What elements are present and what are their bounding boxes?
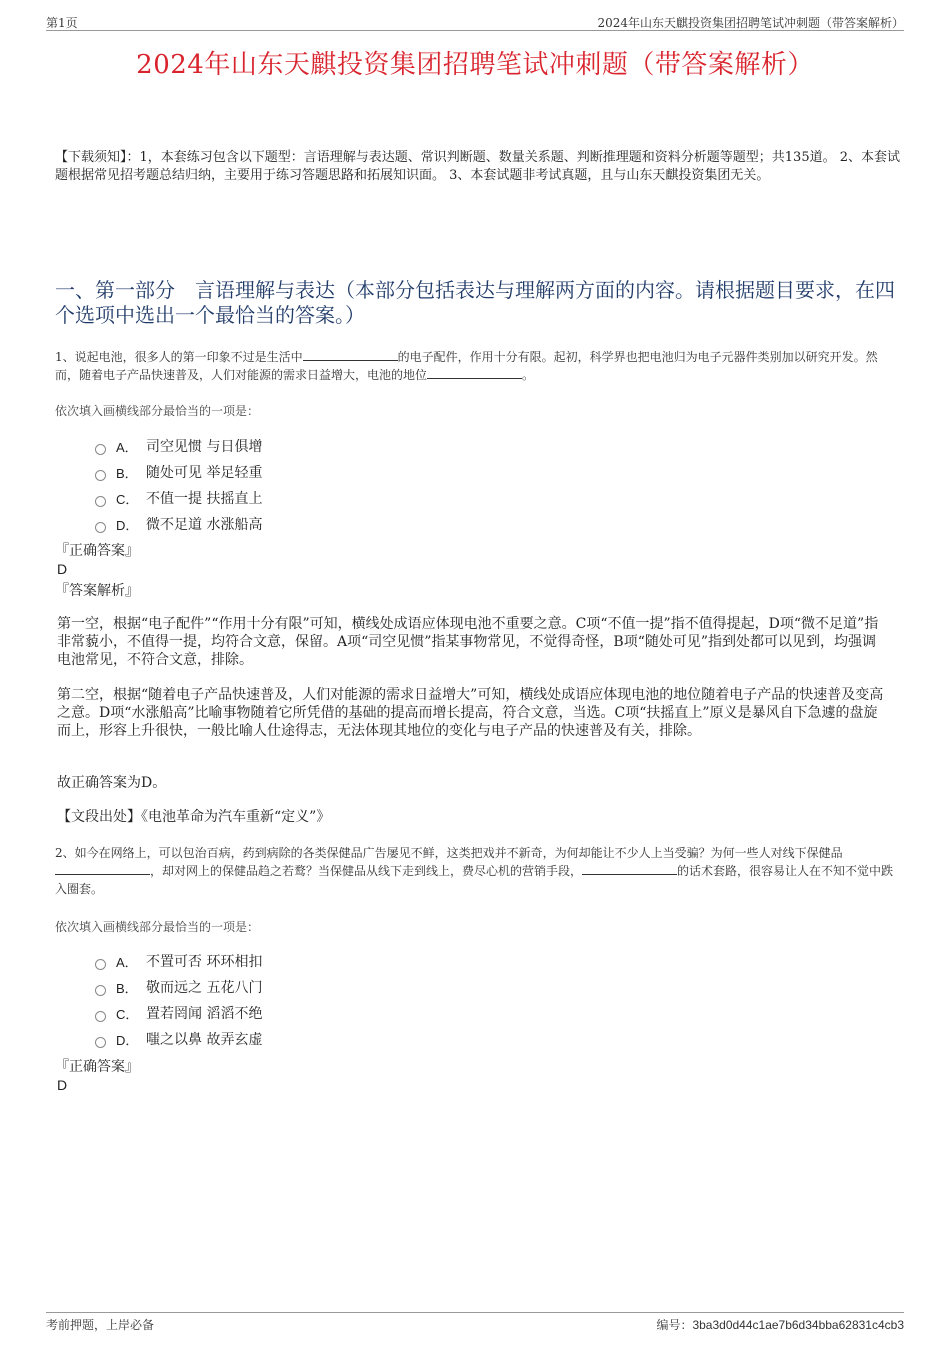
answer-label: 『正确答案』 [55, 543, 139, 559]
blank-2 [582, 862, 677, 875]
analysis-paragraph-1: 第一空，根据“电子配件”“作用十分有限”可知，横线处成语应体现电池不重要之意。C项“不值一提”指不值得提起，D项“微不足道”指非常藐小，不值得一提，均符合文意，保留。A项“司空见惯”指某事物常见，不觉得奇怪，B项“随处可见”指到处都可以见到，均强调电池常见，不符合文意，排除。 [57, 616, 879, 668]
option-d[interactable]: D． 微不足道 水涨船高 [95, 511, 262, 537]
analysis-paragraph-2: 第二空，根据“随着电子产品快速普及，人们对能源的需求日益增大”可知，横线处成语应体现电池的地位随着电子产品的快速普及变高之意。D项“水涨船高”比喻事物随着它所凭借的基础的提高而增长提高，符合文意，当选。C项“扶摇直上”原义是暴风自下急遽的盘旋而上，形容上升很快，一般比喻人仕途得志，无法体现其地位的变化与电子产品的快速普及有关，排除。 [57, 687, 884, 739]
page-footer [46, 1312, 904, 1332]
analysis-conclusion: 故正确答案为D。 [57, 775, 167, 791]
answer-value: D [57, 1077, 68, 1093]
radio-icon[interactable] [95, 470, 106, 481]
question-1-text: 1、说起电池，很多人的第一印象不过是生活中 的电子配件，作用十分有限。起初，科学界也把电池归为电子元器件类别加以研究开发。然而，随着电子产品快速普及，人们对能源的需求日益增大，电池的地位 。 [55, 350, 878, 382]
radio-icon[interactable] [95, 496, 106, 507]
option-c[interactable]: C． 不值一提 扶摇直上 [95, 485, 262, 511]
question-2-text: 2、如今在网络上，可以包治百病，药到病除的各类保健品广告屡见不鲜，这类把戏并不新奇，为何却能让不少人上当受骗？为何一些人对线下保健品，却对网上的保健品趋之若鹜？当保健品从线下走到线上，费尽心机的营销手段， 的话术套路，很容易让人在不知不觉中跌入圈套。 [55, 846, 894, 896]
document-title: 2024年山东天麒投资集团招聘笔试冲刺题（带答案解析） [136, 50, 814, 80]
radio-icon[interactable] [95, 985, 106, 996]
option-a[interactable]: A． 不置可否 环环相扣 [95, 948, 262, 974]
download-notice: 【下载须知】：1，本套练习包含以下题型：言语理解与表达题、常识判断题、数量关系题、判断推理题和资料分析题等题型；共135道。 2、本套试题根据常见招考题总结归纳，主要用于练习答题思路和拓展知识面。 3、本套试题非考试真题，且与山东天麒投资集团无关。 [55, 150, 900, 183]
option-b[interactable]: B． 随处可见 举足轻重 [95, 459, 262, 485]
question-1-options [95, 433, 262, 537]
option-b[interactable]: B． 敬而远之 五花八门 [95, 974, 262, 1000]
blank-2 [427, 366, 522, 379]
option-a[interactable]: A． 司空见惯 与日俱增 [95, 433, 262, 459]
question-1-prompt: 依次填入画横线部分最恰当的一项是： [55, 404, 260, 418]
question-2-options [95, 948, 262, 1052]
page-header [46, 12, 904, 31]
radio-icon[interactable] [95, 1037, 106, 1048]
answer-value: D [57, 561, 68, 577]
radio-icon[interactable] [95, 959, 106, 970]
radio-icon[interactable] [95, 1011, 106, 1022]
question-2-prompt: 依次填入画横线部分最恰当的一项是： [55, 920, 260, 934]
header-doc-title: 2024年山东天麒投资集团招聘笔试冲刺题（带答案解析） [597, 16, 904, 30]
blank-1 [55, 862, 150, 875]
source-citation: 【文段出处】《电池革命为汽车重新“定义”》 [57, 809, 331, 825]
analysis-label: 『答案解析』 [55, 583, 139, 599]
option-c[interactable]: C． 置若罔闻 滔滔不绝 [95, 1000, 262, 1026]
blank-1 [303, 348, 398, 361]
answer-label: 『正确答案』 [55, 1059, 139, 1075]
radio-icon[interactable] [95, 444, 106, 455]
footer-slogan: 考前押题，上岸必备 [46, 1318, 155, 1332]
page-number: 第1页 [46, 16, 78, 30]
document-code: 编号：3ba3d0d44c1ae7b6d34bba62831c4cb3 [656, 1318, 904, 1332]
option-d[interactable]: D． 嗤之以鼻 故弄玄虚 [95, 1026, 262, 1052]
section-heading: 一、第一部分 言语理解与表达（本部分包括表达与理解两方面的内容。请根据题目要求，在四个选项中选出一个最恰当的答案。） [55, 278, 895, 327]
radio-icon[interactable] [95, 522, 106, 533]
